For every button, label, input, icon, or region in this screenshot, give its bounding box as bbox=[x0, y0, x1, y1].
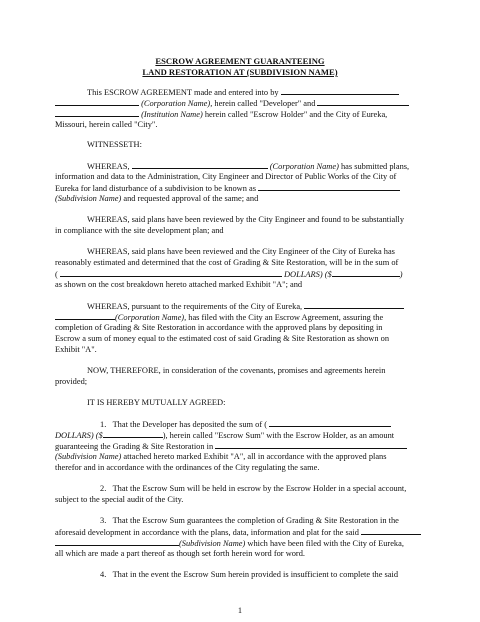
blank-line bbox=[317, 97, 409, 106]
blank-line bbox=[332, 268, 400, 277]
blank-line bbox=[215, 440, 407, 449]
blank-line bbox=[60, 268, 282, 277]
para-whereas3-line4: as shown on the cost breakdown hereto attached marked Exhibit "A"; and bbox=[55, 280, 303, 289]
para-therefore-line2: provided; bbox=[55, 377, 88, 386]
page-number: 1 bbox=[237, 606, 243, 615]
para-whereas1-line3: Eureka for land disturbance of a subdivision to be known as bbox=[55, 182, 425, 195]
section1-line3: guaranteeing the Grading & Site Restoration in bbox=[55, 440, 425, 453]
section3-line3: (Subdivision Name) which have been filed with the City of Eureka, bbox=[55, 537, 425, 550]
doc-title-line2: LAND RESTORATION AT (SUBDIVISION NAME) bbox=[142, 67, 338, 77]
para-therefore-line1: NOW, THEREFORE, in consideration of the covenants, promises and agreements herein bbox=[87, 366, 386, 375]
witnesseth-heading: WITNESSETH: bbox=[87, 140, 142, 149]
section3-line2: aforesaid development in accordance with the plans, data, information and plat for the said bbox=[55, 526, 425, 539]
section2-line2: subject to the special audit of the City. bbox=[55, 495, 184, 504]
para-whereas1-line4: (Subdivision Name) and requested approval of the same; and bbox=[55, 194, 259, 203]
blank-line bbox=[103, 429, 163, 438]
blank-line bbox=[55, 108, 139, 117]
para-intro-line3: (Institution Name) herein called "Escrow Holder" and the City of Eureka, bbox=[55, 108, 425, 121]
blank-line bbox=[55, 97, 139, 106]
para-whereas3-line2: reasonably estimated and determined that the cost of Grading & Site Restoration, will be in the sum of bbox=[55, 258, 399, 267]
blank-line bbox=[304, 300, 404, 309]
blank-line bbox=[55, 311, 115, 320]
para-intro-line1: This ESCROW AGREEMENT made and entered into by bbox=[55, 86, 425, 99]
para-whereas4-line5: Exhibit "A". bbox=[55, 345, 97, 354]
para-whereas1-line1: WHEREAS, (Corporation Name) has submitted plans, bbox=[87, 162, 410, 171]
section1-line2: DOLLARS) ($ ), herein called "Escrow Sum" with the Escrow Holder, as an amount bbox=[55, 431, 395, 440]
para-whereas2-line1: WHEREAS, said plans have been reviewed by the City Engineer and found to be substantially bbox=[87, 215, 405, 224]
section3-line4: all which are made a part thereof as though set forth herein word for word. bbox=[55, 549, 305, 558]
blank-line bbox=[132, 160, 268, 169]
para-whereas3-line3: ( DOLLARS) ($ ) bbox=[55, 270, 403, 279]
section3-line1: 3. That the Escrow Sum guarantees the completion of Grading & Site Restoration in the bbox=[100, 516, 399, 525]
agreed-heading: IT IS HEREBY MUTUALLY AGREED: bbox=[87, 398, 226, 407]
section4-line1: 4. That in the event the Escrow Sum herein provided is insufficient to complete the said bbox=[100, 570, 399, 579]
blank-line bbox=[269, 418, 391, 427]
blank-line bbox=[258, 182, 400, 191]
para-intro-line4: Missouri, herein called "City". bbox=[55, 120, 158, 129]
para-whereas3-line1: WHEREAS, said plans have been reviewed and the City Engineer of the City of Eureka has bbox=[87, 247, 395, 256]
doc-title-line1: ESCROW AGREEMENT GUARANTEEING bbox=[155, 56, 325, 66]
blank-line bbox=[281, 86, 399, 95]
para-whereas4-line4: Escrow a sum of money equal to the estimated cost of said Grading & Site Restoration as shown on bbox=[55, 334, 390, 343]
section2-line1: 2. That the Escrow Sum will be held in escrow by the Escrow Holder in a special account, bbox=[100, 484, 407, 493]
para-intro-line2: (Corporation Name), herein called "Developer" and bbox=[55, 97, 425, 110]
blank-line bbox=[361, 526, 421, 535]
section1-line4: (Subdivision Name) attached hereto marked Exhibit "A", all in accordance with the approved plans bbox=[55, 452, 387, 461]
blank-line bbox=[55, 537, 179, 546]
para-whereas1-line2: information and data to the Administration, City Engineer and Director of Public Works of the City of bbox=[55, 172, 397, 181]
section1-line1: 1. That the Developer has deposited the sum of ( bbox=[55, 418, 425, 431]
para-whereas4-line2: (Corporation Name), has filed with the City an Escrow Agreement, assuring the bbox=[55, 311, 425, 324]
section1-line5: therefor and in accordance with the ordinances of the City regulating the same. bbox=[55, 463, 320, 472]
para-whereas4-line1: WHEREAS, pursuant to the requirements of the City of Eureka, bbox=[55, 300, 425, 313]
para-whereas2-line2: in compliance with the site development plan; and bbox=[55, 226, 224, 235]
para-whereas4-line3: completion of Grading & Site Restoration in accordance with the approved plans by depositing in bbox=[55, 323, 383, 332]
